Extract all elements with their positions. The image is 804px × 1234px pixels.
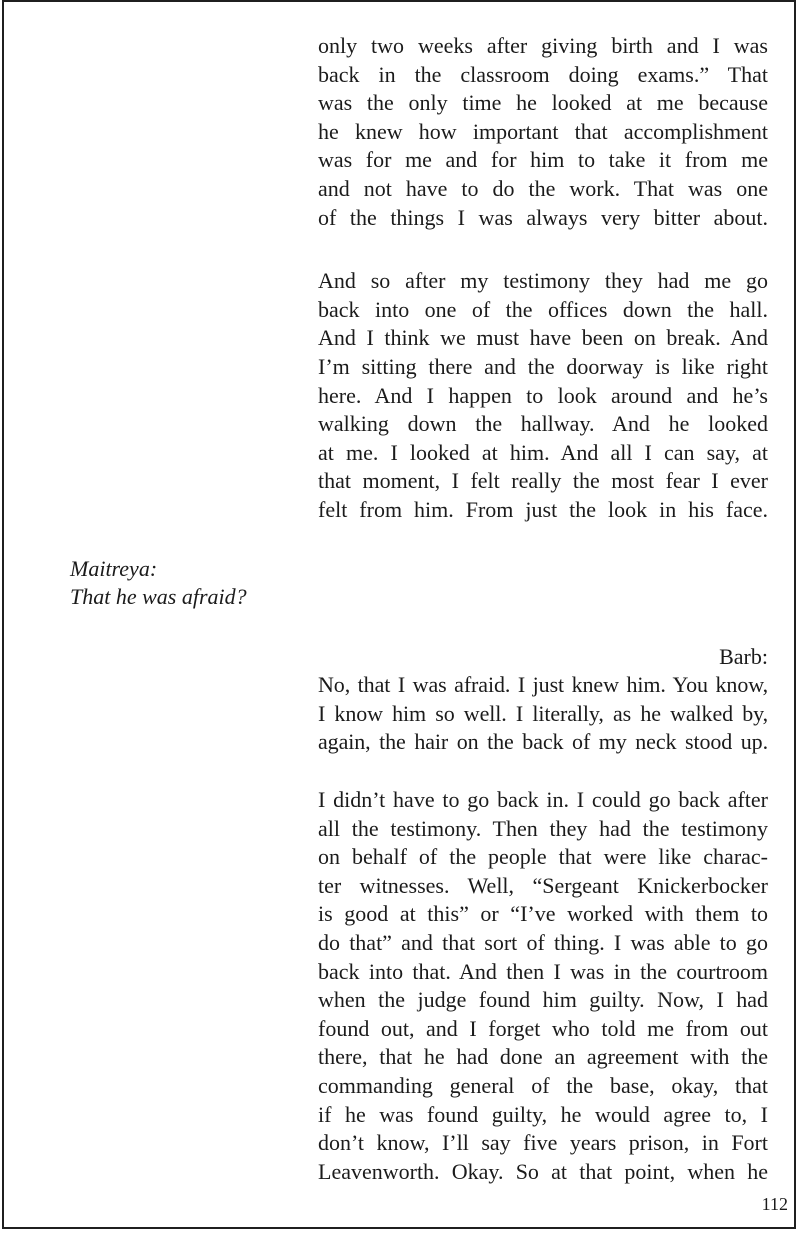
text-line: of the things I was always very bitter about.: [318, 204, 768, 230]
speaker-name: Maitreya:: [70, 555, 158, 581]
text-line: No, that I was afraid. I just knew him. You know,: [318, 672, 768, 698]
text-line: back into that. And then I was in the courtroom: [318, 958, 768, 984]
text-line: do that” and that sort of thing. I was able to go: [318, 930, 768, 956]
text-line: I know him so well. I literally, as he walked by,: [318, 700, 768, 726]
text-line: when the judge found him guilty. Now, I had: [318, 987, 768, 1013]
text-line: that moment, I felt really the most fear I ever: [318, 468, 768, 494]
text-line: found out, and I forget who told me from out: [318, 1015, 768, 1041]
text-line: don’t know, I’ll say five years prison, in Fort: [318, 1130, 768, 1156]
book-page: [2, 0, 796, 1229]
interviewee-answer-block-0: [318, 32, 768, 232]
text-line: is good at this” or “I’ve worked with them to: [318, 901, 768, 927]
text-line: I’m sitting there and the doorway is like right: [318, 353, 768, 379]
text-line: here. And I happen to look around and he’s: [318, 382, 768, 408]
text-line: walking down the hallway. And he looked: [318, 411, 768, 437]
text-line: at me. I looked at him. And all I can say, at: [318, 439, 768, 465]
text-line: again, the hair on the back of my neck stood up.: [318, 729, 768, 755]
text-line: back into one of the offices down the hall.: [318, 296, 768, 322]
interviewee-answer-block-5: [318, 786, 768, 1186]
text-line: And I think we must have been on break. And: [318, 325, 768, 351]
text-line: only two weeks after giving birth and I was: [318, 33, 768, 58]
text-line: And so after my testimony they had me go: [318, 268, 768, 294]
text-line: there, that he had done an agreement with the: [318, 1044, 768, 1070]
text-line: Leavenworth. Okay. So at that point, when he: [318, 1158, 768, 1184]
text-line: if he was found guilty, he would agree to, I: [318, 1101, 768, 1127]
text-line: was for me and for him to take it from me: [318, 147, 768, 173]
interviewee-answer-block-1: [318, 267, 768, 524]
text-line: commanding general of the base, okay, that: [318, 1073, 768, 1098]
text-line: That he was afraid?: [70, 584, 247, 610]
interviewee-answer-block-4: [318, 671, 768, 757]
text-line: ter witnesses. Well, “Sergeant Knickerbocker: [318, 872, 768, 898]
text-line: felt from him. From just the look in his face.: [318, 496, 768, 522]
text-line: I didn’t have to go back in. I could go back after: [318, 787, 768, 813]
speaker-name: Barb:: [719, 643, 768, 669]
text-line: he knew how important that accomplishment: [318, 118, 768, 144]
text-line: was the only time he looked at me because: [318, 90, 768, 116]
page-number: 112: [761, 1194, 788, 1214]
transcript-content: [4, 2, 794, 1186]
text-line: all the testimony. Then they had the testimony: [318, 815, 768, 841]
interviewer-question-block: [70, 555, 794, 612]
text-line: on behalf of the people that were like charac-: [318, 844, 768, 870]
speaker-label-block: [318, 643, 768, 672]
text-line: back in the classroom doing exams.” That: [318, 61, 768, 87]
text-line: and not have to do the work. That was one: [318, 175, 768, 201]
